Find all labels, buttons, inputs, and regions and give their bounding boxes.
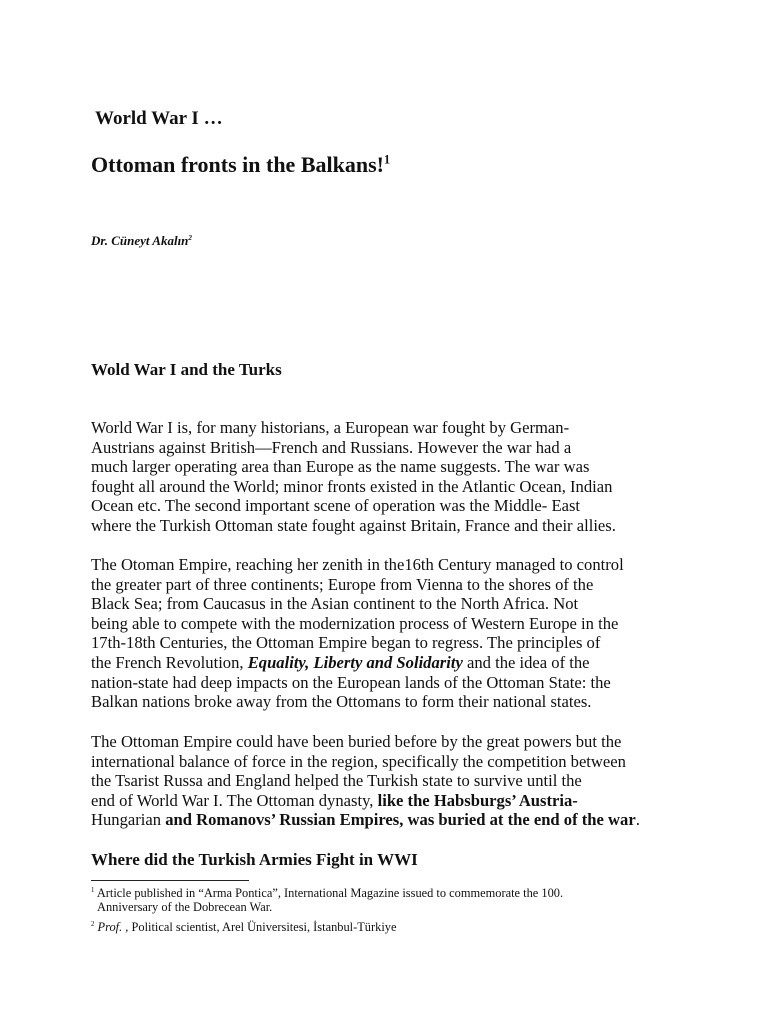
author-name: Dr. Cüneyt Akalın <box>91 233 189 248</box>
paragraph-line: much larger operating area than Europe as the name suggests. The war was <box>91 457 590 477</box>
section-heading: Where did the Turkish Armies Fight in WWI <box>91 850 418 869</box>
paragraph-line: World War I is, for many historians, a European war fought by German- <box>91 418 570 437</box>
paragraph-line: the Tsarist Russa and England helped the Turkish state to survive until the <box>91 771 582 791</box>
paragraph-line: being able to compete with the modernization process of Western Europe in the <box>91 613 619 633</box>
footnote-line: Anniversary of the Dobrecean War. <box>97 900 273 914</box>
paragraph-line: Austrians against British—French and Russians. However the war had a <box>91 437 572 457</box>
paragraph-line: 17th-18th Centuries, the Ottoman Empire began to regress. The principles of <box>91 633 601 653</box>
footnote-title: Prof. <box>97 920 123 934</box>
footnote-text: , Political scientist, Arel Üniversitesi, İstanbul-Türkiye <box>122 920 397 934</box>
footnote-1 <box>91 886 731 914</box>
emphasis-principles: Equality, Liberty and Solidarity <box>247 652 463 672</box>
section-heading: Wold War I and the Turks <box>91 360 282 379</box>
footnote-divider <box>91 880 249 881</box>
paragraph-line: Balkan nations broke away from the Ottomans to form their national states. <box>91 692 592 712</box>
paragraph-line: The Otoman Empire, reaching her zenith in the16th Century managed to control <box>91 555 624 574</box>
line-text: the French Revolution, <box>91 652 248 672</box>
paragraph-line: nation-state had deep impacts on the European lands of the Ottoman State: the <box>91 672 611 692</box>
paragraph-1 <box>91 418 691 536</box>
paragraph-line: where the Turkish Ottoman state fought against Britain, France and their allies. <box>91 515 616 535</box>
paragraph-line <box>91 653 691 673</box>
line-text: and the idea of the <box>462 652 590 672</box>
emphasis-bold: like the Habsburgs’ Austria- <box>377 790 578 810</box>
footnote-text: Article published in “Arma Pontica”, International Magazine issued to commemorate the 100. <box>96 886 564 900</box>
footnote-line <box>91 886 563 900</box>
paragraph-line: the greater part of three continents; Europe from Vienna to the shores of the <box>91 574 594 594</box>
title-text: Ottoman fronts in the Balkans! <box>91 152 384 177</box>
paragraph-3 <box>91 732 691 830</box>
title-footnote-ref[interactable]: 1 <box>383 152 391 167</box>
line-text: Hungarian <box>91 810 166 830</box>
paragraph-line: Ocean etc. The second important scene of operation was the Middle- East <box>91 496 581 516</box>
paragraph-line <box>91 791 691 811</box>
line-text: end of World War I. The Ottoman dynasty, <box>91 790 378 810</box>
paragraph-line: Black Sea; from Caucasus in the Asian continent to the North Africa. Not <box>91 594 579 614</box>
footnote-mark: 2 <box>91 921 95 929</box>
paragraph-line <box>91 810 691 830</box>
emphasis-bold: and Romanovs’ Russian Empires, was buried at the end of the war <box>165 810 636 830</box>
page-title <box>91 152 691 178</box>
footnote-2 <box>91 920 731 934</box>
paragraph-line: The Ottoman Empire could have been buried before by the great powers but the <box>91 732 622 751</box>
paragraph-line: fought all around the World; minor fronts existed in the Atlantic Ocean, Indian <box>91 476 613 496</box>
line-text: . <box>635 810 640 830</box>
footnote-mark: 1 <box>91 887 95 895</box>
author-byline <box>91 233 691 249</box>
series-kicker: World War I … <box>95 108 223 129</box>
paragraph-2 <box>91 555 691 712</box>
author-footnote-ref[interactable]: 2 <box>188 234 192 242</box>
paragraph-line: international balance of force in the region, specifically the competition between <box>91 751 626 771</box>
